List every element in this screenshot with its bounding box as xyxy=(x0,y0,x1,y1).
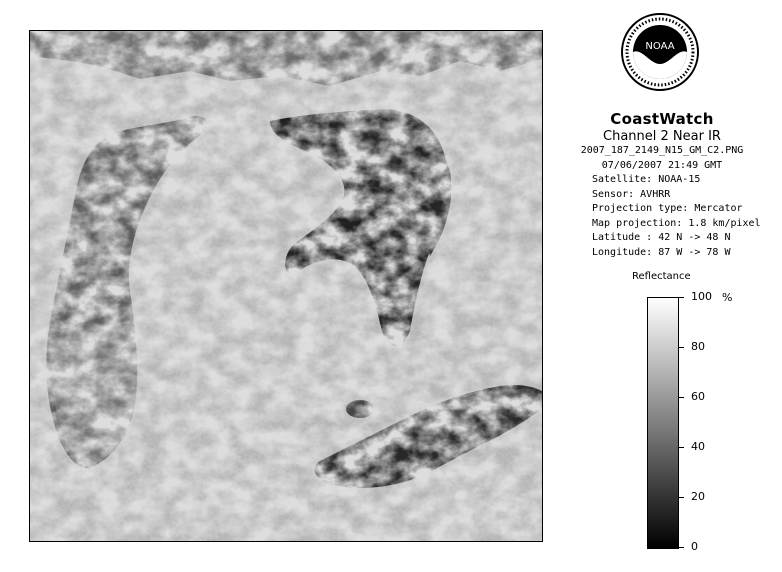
tick-label: 60 xyxy=(691,390,705,403)
tick-label: 80 xyxy=(691,340,705,353)
latitude: Latitude : 42 N -> 48 N xyxy=(592,232,731,243)
tick-label: 100 xyxy=(691,290,712,303)
colorbar-unit: % xyxy=(722,291,733,304)
tick-label: 0 xyxy=(691,540,698,553)
map-projection: Map projection: 1.8 km/pixel xyxy=(592,217,761,229)
tick-mark xyxy=(678,397,684,398)
satellite-image xyxy=(29,30,543,542)
tick-mark xyxy=(678,297,684,298)
filename: 2007_187_2149_N15_GM_C2.PNG xyxy=(580,145,744,156)
noaa-logo xyxy=(620,12,700,92)
tick-mark xyxy=(678,347,684,348)
colorbar-ticks xyxy=(678,290,738,553)
colorbar-label: Reflectance xyxy=(632,271,691,282)
svg-text:NOAA: NOAA xyxy=(645,41,675,52)
sensor: Sensor: AVHRR xyxy=(592,188,671,200)
colorbar xyxy=(647,297,679,549)
projection-type: Projection type: Mercator xyxy=(592,203,743,214)
tick-mark xyxy=(678,547,684,548)
tick-mark xyxy=(678,497,684,498)
tick-label: 20 xyxy=(691,490,705,503)
tick-label: 40 xyxy=(691,440,705,453)
product-title: CoastWatch xyxy=(610,110,714,128)
satellite: Satellite: NOAA-15 xyxy=(592,174,701,185)
datetime: 07/06/2007 21:49 GMT xyxy=(601,159,723,171)
channel-subtitle: Channel 2 Near IR xyxy=(603,129,721,144)
longitude: Longitude: 87 W -> 78 W xyxy=(592,246,731,258)
tick-mark xyxy=(678,447,684,448)
info-panel xyxy=(560,110,764,260)
